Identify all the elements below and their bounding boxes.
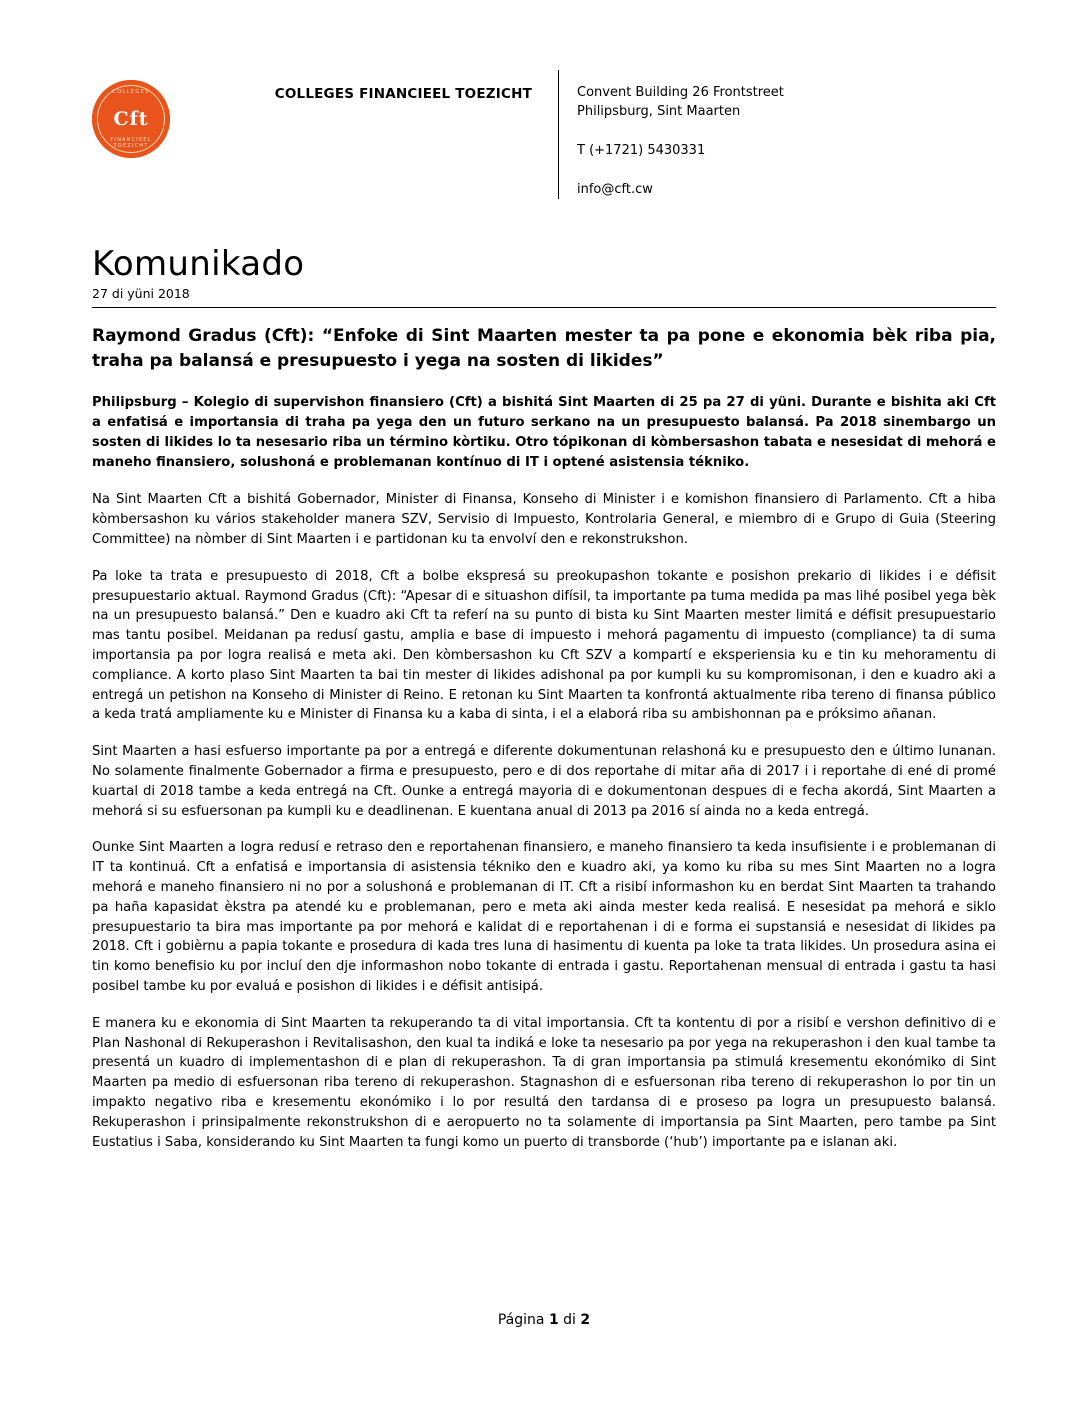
lead-paragraph: Philipsburg – Kolegio di supervishon finansiero (Cft) a bishitá Sint Maarten di 25 pa 27 di yüni. Durante e bishita aki Cft a enfatisá e importansia di traha pa yega den un futuro serkano na un presupuesto balansá. Pa 2018 sinembargo un sosten di likides lo ta nesesario riba un término kòrtiku. Otro tópikonan di kòmbersashon tabata e nesesidat di mehorá e maneho finansiero, solushoná e problemanan kontínuo di IT i optené asistensia tékniko. xyxy=(92,395,996,470)
logo-container xyxy=(92,70,242,158)
body-paragraph: Sint Maarten a hasi esfuerso importante pa por a entregá e diferente dokumentunan relashoná ku e presupuesto den e último lunanan. No solamente finalmente Gobernador a firma e presupuesto, pero e di dos reportahe di mitar aña di 2017 i i reportahe di ené di promé kuartal di 2018 tambe a keda entregá na Cft. Ounke a entregá mayoria di e dokumentonan despues di e fecha akordá, Sint Maarten a mehorá si su esfuersonan pa kumpli ku e deadlinenan. E kuentana anual di 2013 pa 2016 sí ainda no a keda entregá. xyxy=(92,744,996,819)
phone-block: T (+1721) 5430331 xyxy=(577,142,706,158)
header-divider xyxy=(92,307,996,308)
footer-separator: di xyxy=(558,1312,581,1328)
page-title: Raymond Gradus (Cft): “Enfoke di Sint Maarten mester ta pa pone e ekonomia bèk riba pia, traha pa balansá e presupuesto i yega na sosten di likides” xyxy=(92,326,996,371)
email-block[interactable]: info@cft.cw xyxy=(577,181,653,197)
page-footer xyxy=(0,1312,1088,1328)
body-paragraph: Pa loke ta trata e presupuesto di 2018, Cft a bolbe ekspresá su preokupashon tokante e posishon prekario di likides i e défisit presupuestario aktual. Raymond Gradus (Cft): “Apesar di e situashon difísil, ta importante pa tuma medida pa mas lihé posibel yega bèk na un presupuesto balansá.” Den e kuadro aki Cft ta referí na su punto di bista ku Sint Maarten mester limitá e défisit presupuestario mas tantu posibel. Meidanan pa redusí gastu, amplia e base di impuesto i mehorá pagamentu di impuesto (compliance) ta di suma importansia pa por logra realisá e meta aki. Den kòmbersashon ku Cft SZV a kompartí e eksperiensia ku e tin ku mehoramentu di compliance. A korto plaso Sint Maarten ta bai tin mester di likides adishonal pa por kumpli ku su kompromisonan, i den e kuadro aki a entregá un petishon na Konseho di Minister di Reino. E retonan ku Sint Maarten ta konfrontá aktualmente riba tereno di finansa público a keda tratá ampliamente ku e Minister di Finansa ku a kaba di sinta, i el a elaborá riba su ambishonnan pa e próksimo añanan. xyxy=(92,568,996,723)
footer-total-pages: 2 xyxy=(580,1312,591,1328)
logo-arc-bottom-text: FINANCIEEL TOEZICHT xyxy=(110,137,152,149)
logo-arc-top-text: COLLEGES xyxy=(112,89,150,95)
footer-current-page: 1 xyxy=(548,1312,559,1328)
footer-prefix: Página xyxy=(497,1312,549,1328)
body-paragraph: Na Sint Maarten Cft a bishitá Gobernador, Minister di Finansa, Konseho di Minister i e komishon finansiero di Parlamento. Cft a hiba kòmbersashon ku vários stakeholder manera SZV, Servisio di Impuesto, Kontrolaria General, e miembro di e Grupo di Guia (Steering Committee) na nòmber di Sint Maarten i e partidonan ku ta envolví den e rekonstrukshon. xyxy=(92,492,996,548)
document-date: 27 di yüni 2018 xyxy=(92,286,190,301)
logo-monogram: Cft xyxy=(113,108,149,130)
organization-title: COLLEGES FINANCIEEL TOEZICHT xyxy=(274,86,532,102)
body-paragraph: E manera ku e ekonomia di Sint Maarten ta rekuperando ta di vital importansia. Cft ta kontentu di por a risibí e vershon definitivo di e Plan Nashonal di Rekuperashon i Revitalisashon, den kual ta indiká e loke ta nesesario pa por yega na rekuperashon i den kual tambe ta presentá un kuadro di implementashon di e plan di rekuperashon. Ta di gran importansia pa stimulá kresementu ekonómiko di Sint Maarten pa medio di esfuersonan riba tereno di rekuperashon. Stagnashon di e esfuersonan riba tereno di rekuperashon lo por tin un impakto negativo riba e kresementu ekonómiko i lo por resultá den tardansa di e proseso pa logra un presupuesto balansá. Rekuperashon i prinsipalmente rekonstrukshon di e aeropuerto no ta solamente di importansia pa Sint Maarten, pero tambe pa Sint Eustatius i Saba, konsiderando ku Sint Maarten ta fungi komo un puerto di transborde (‘hub’) importante pa e islanan aki. xyxy=(92,1015,996,1150)
address-line-2: Philipsburg, Sint Maarten xyxy=(577,103,741,119)
cft-logo-icon xyxy=(92,80,170,158)
contact-block xyxy=(558,70,996,199)
address-block xyxy=(577,84,996,122)
letterhead-header xyxy=(92,70,996,210)
document-type-title: Komunikado xyxy=(92,244,305,284)
address-line-1: Convent Building 26 Frontstreet xyxy=(577,85,784,100)
body-paragraph: Ounke Sint Maarten a logra redusí e retraso den e reportahenan finansiero, e maneho finansiero ta keda insufisiente i e problemanan di IT ta kontinuá. Cft a enfatisá e importansia di asistensia tékniko den e kuadro aki, ya komo ku riba su mes Sint Maarten no a logra mehorá e maneho finansiero ni no por a solushoná e problemanan di IT. Cft a risibí informashon ku en berdat Sint Maarten ta trahando pa haña kapasidat èkstra pa atendé ku e problemanan, pero e meta aki ainda mester keda realisá. E nesesidat pa mehorá e siklo presupuestario ta bira mas importante pa por mehorá e kalidat di e reportahenan i di e forma ei supstansiá e nesesidat di likides pa 2018. Cft i gobièrnu a papia tokante e prosedura di kada tres luna di hasimentu di kuenta pa loke ta trata likides. Un prosedura asina ei tin komo benefisio ku por incluí den dje informashon nobo tokante di entrada i gastu. Reportahenan mensual di entrada i gastu ta hasi posibel tambe ku por evaluá e posishon di likides i e défisit antisipá. xyxy=(92,840,996,994)
